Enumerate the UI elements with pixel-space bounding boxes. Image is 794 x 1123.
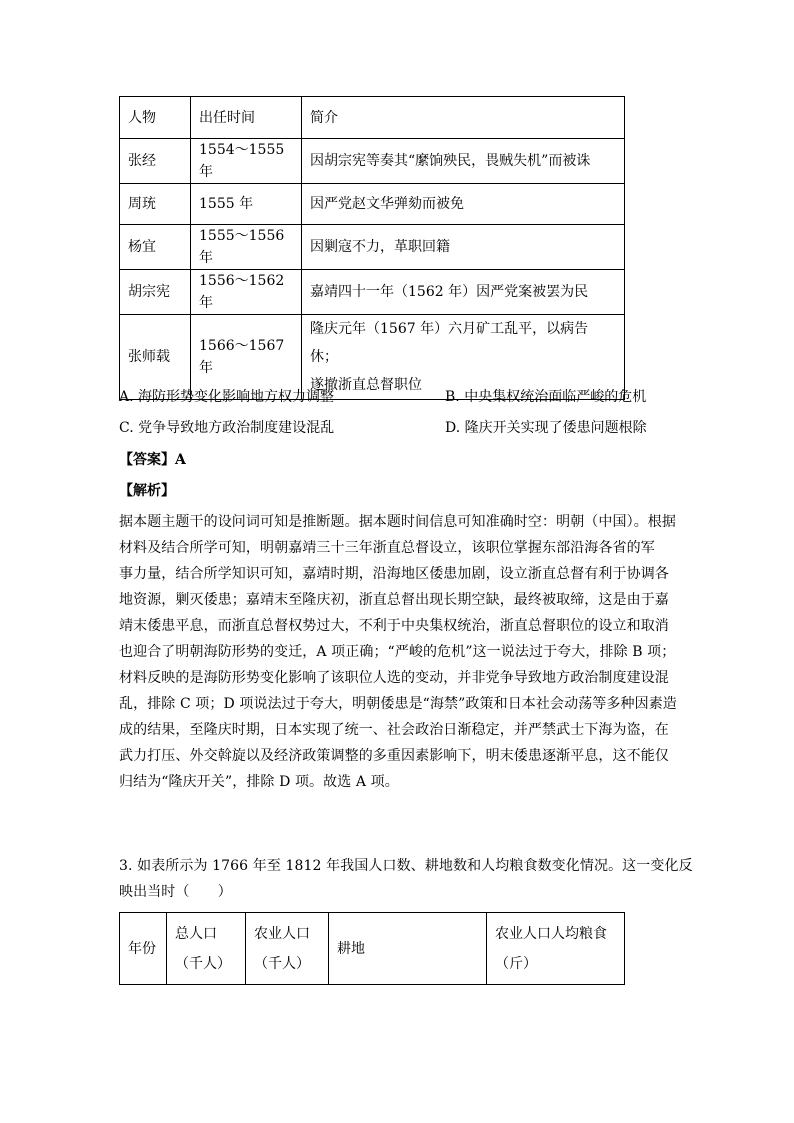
analysis-line: 乱，排除 C 项；D 项说法过于夸大，明朝倭患是“海禁”政策和日本社会动荡等多种因素造 [119,696,677,712]
header-agri-pop: 农业人口 （千人） [246,913,329,985]
desc-line: 遂撤浙直总督职位 [310,377,422,393]
desc-line: 隆庆元年（1567 年）六月矿工乱平，以病告休； [310,321,589,365]
cell-time: 1566～1567 年 [191,315,302,400]
option-d: D. 隆庆开关实现了倭患问题根除 [445,420,647,436]
analysis-line: 也迎合了明朝海防形势的变迁，A 项正确；“严峻的危机”这一说法过于夸大，排除 B 项； [119,644,676,660]
cell-name: 张师载 [120,315,191,400]
option-a: A. 海防形势变化影响地方权力调整 [119,389,335,405]
table-header-row [120,913,625,985]
table-row [120,270,625,315]
option-b: B. 中央集权统治面临严峻的危机 [445,389,647,405]
cell-time: 1555 年 [191,184,302,225]
header-total-pop: 总人口 （千人） [167,913,246,985]
cell-name: 张经 [120,139,191,184]
cell-desc: 因剿寇不力，革职回籍 [302,225,625,270]
table-row [120,225,625,270]
cell-name: 杨宜 [120,225,191,270]
analysis-line: 靖末倭患平息，而浙直总督权势过大，不利于中央集权统治，浙直总督职位的设立和取消 [119,618,669,634]
analysis-line: 武力打压、外交斡旋以及经济政策调整的多重因素影响下，明末倭患逐渐平息，这不能仅 [119,748,669,764]
cell-desc: 嘉靖四十一年（1562 年）因严党案被罢为民 [302,270,625,315]
cell-name: 周珫 [120,184,191,225]
analysis-line: 材料及结合所学可知，明朝嘉靖三十三年浙直总督设立，该职位掌握东部沿海各省的军 [119,540,655,556]
question-3 [119,853,693,905]
header-person: 人物 [120,97,191,139]
table-row [120,184,625,225]
cell-desc: 因严党赵文华弹劾而被免 [302,184,625,225]
analysis-line: 地资源，剿灭倭患；嘉靖末至隆庆初，浙直总督出现长期空缺，最终被取缔，这是由于嘉 [119,592,669,608]
question-line: 3. 如表所示为 1766 年至 1812 年我国人口数、耕地数和人均粮食数变化情况。这一变化反 [119,858,693,874]
table-header-row [120,97,625,139]
question-line: 映出当时（ ） [119,884,232,900]
header-farmland: 耕地 [329,913,487,985]
cell-time: 1555～1556 年 [191,225,302,270]
officials-table [119,96,625,400]
option-c: C. 党争导致地方政治制度建设混乱 [119,420,335,436]
header-year: 年份 [120,913,167,985]
population-table [119,912,625,985]
analysis-line: 归结为“隆庆开关”，排除 D 项。故选 A 项。 [119,774,399,790]
analysis-line: 据本题主题干的设问词可知是推断题。据本题时间信息可知准确时空：明朝（中国）。根据 [119,514,676,530]
analysis-line: 材料反映的是海防形势变化影响了该职位人选的变动，并非党争导致地方政治制度建设混 [119,670,669,686]
analysis-text [119,509,677,795]
header-grain: 农业人口人均粮食 （斤） [487,913,625,985]
cell-time: 1556～1562 年 [191,270,302,315]
cell-name: 胡宗宪 [120,270,191,315]
header-intro: 简介 [302,97,625,139]
analysis-line: 事力量，结合所学知识可知，嘉靖时期，沿海地区倭患加剧，设立浙直总督有利于协调各 [119,566,669,582]
analysis-line: 成的结果，至隆庆时期，日本实现了统一、社会政治日渐稳定，并严禁武士下海为盗，在 [119,722,669,738]
header-time: 出任时间 [191,97,302,139]
analysis-label: 【解析】 [119,483,175,499]
answer-label: 【答案】A [119,452,186,468]
cell-desc: 因胡宗宪等奏其“縻饷殃民，畏贼失机”而被诛 [302,139,625,184]
table-row [120,139,625,184]
cell-time: 1554～1555 年 [191,139,302,184]
